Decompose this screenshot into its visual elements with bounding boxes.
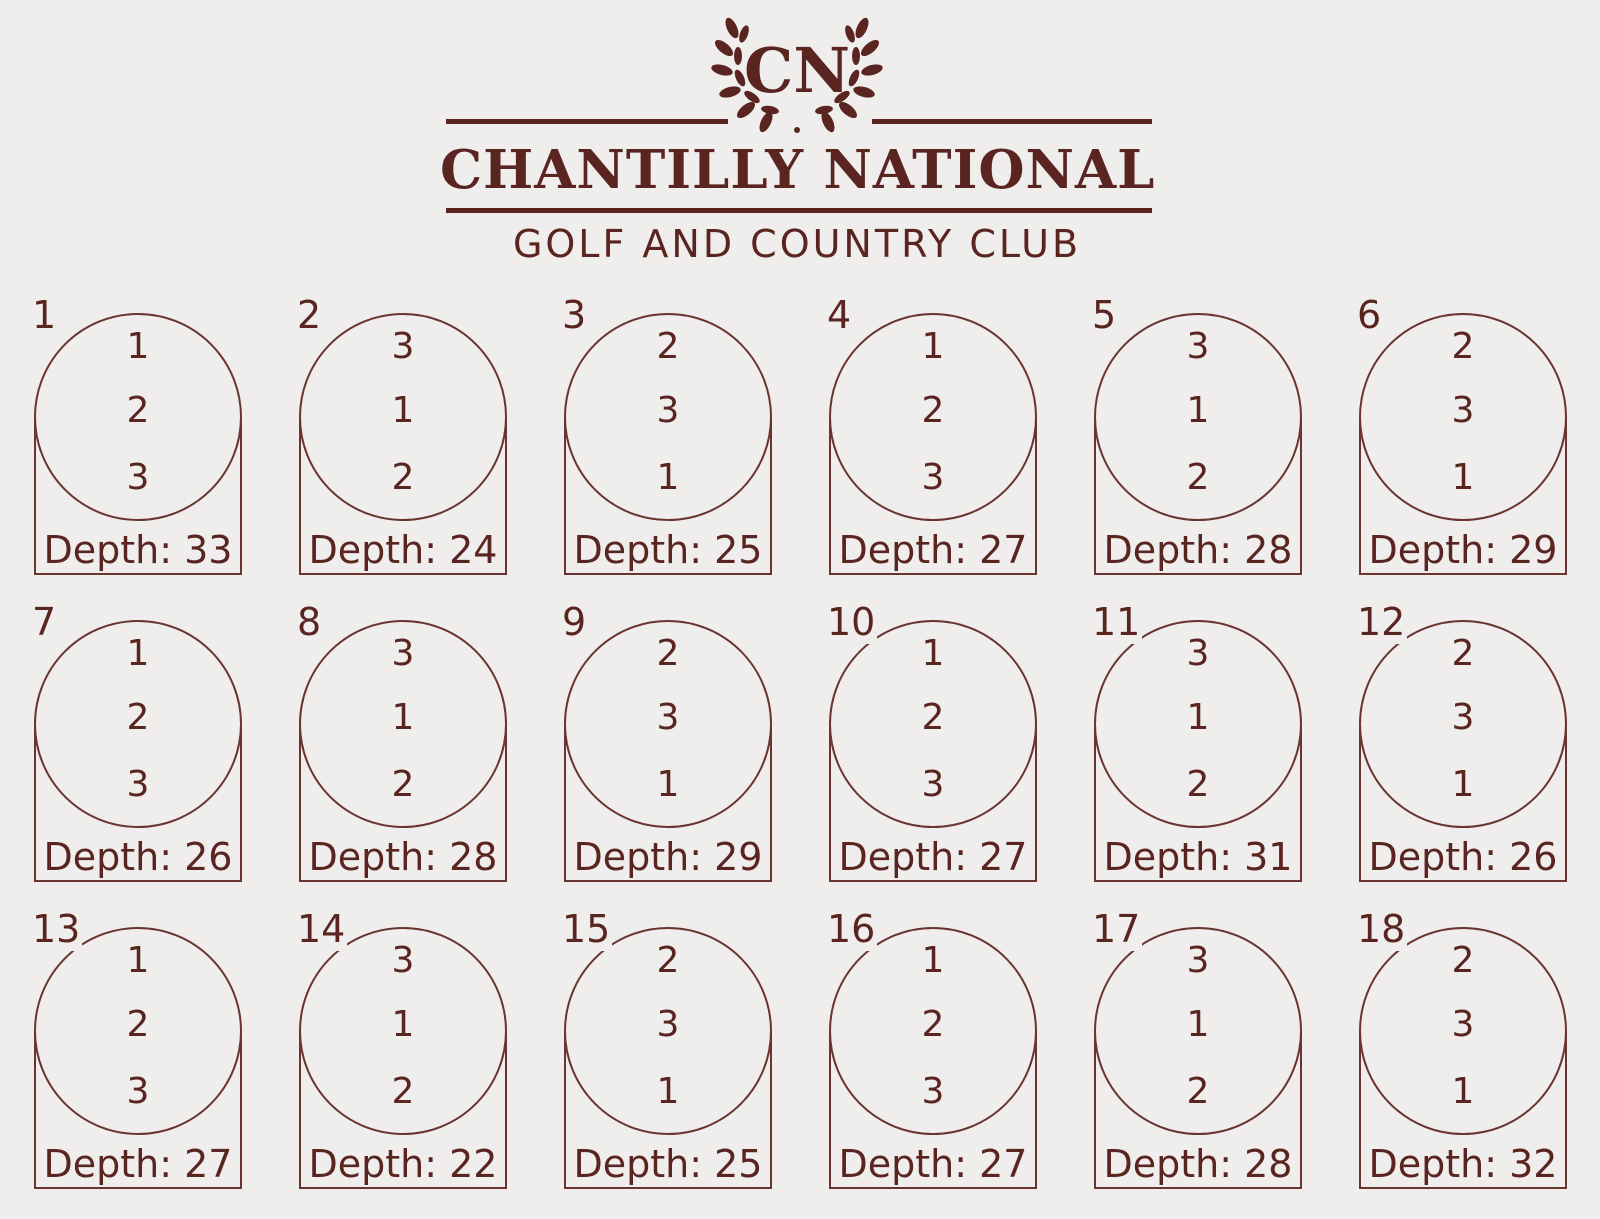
pin-position: 1 (656, 1071, 680, 1112)
pin-position: 1 (391, 1004, 415, 1045)
pin-position: 3 (1451, 697, 1475, 738)
pin-position: 3 (1451, 1004, 1475, 1045)
pin-position: 2 (1186, 457, 1210, 498)
hole-number: 17 (1092, 907, 1141, 951)
pin-position: 3 (126, 457, 150, 498)
green-depth: Depth: 27 (43, 1142, 233, 1186)
pin-position: 1 (391, 697, 415, 738)
green-depth: Depth: 27 (838, 528, 1028, 572)
hole-card (1349, 293, 1571, 578)
pin-position: 3 (391, 326, 415, 367)
green-depth: Depth: 32 (1368, 1142, 1558, 1186)
pin-position: 2 (656, 940, 680, 981)
pin-position: 3 (656, 390, 680, 431)
club-name: CHANTILLY NATIONAL (440, 139, 1156, 201)
pin-position: 1 (1186, 697, 1210, 738)
hole-number: 9 (562, 600, 587, 644)
pin-position: 3 (921, 1071, 945, 1112)
hole-card (554, 293, 776, 578)
pin-position: 3 (921, 764, 945, 805)
pin-position: 1 (1451, 764, 1475, 805)
hole-number: 12 (1357, 600, 1406, 644)
pin-position: 1 (656, 764, 680, 805)
hole-card (1084, 907, 1306, 1192)
pin-position: 3 (126, 1071, 150, 1112)
pin-position: 1 (1186, 390, 1210, 431)
hole-number: 1 (32, 293, 57, 337)
pin-position: 2 (126, 1004, 150, 1045)
pin-position: 1 (1451, 457, 1475, 498)
pin-position: 2 (391, 457, 415, 498)
pin-position: 2 (1186, 1071, 1210, 1112)
pin-position: 2 (126, 390, 150, 431)
hole-card (24, 293, 246, 578)
pin-position: 3 (656, 1004, 680, 1045)
green-depth: Depth: 27 (838, 1142, 1028, 1186)
pin-position: 2 (1451, 940, 1475, 981)
pin-position: 1 (126, 633, 150, 674)
green-depth: Depth: 28 (1103, 528, 1293, 572)
green-depth: Depth: 24 (308, 528, 498, 572)
pin-position: 1 (1451, 1071, 1475, 1112)
hole-card (554, 600, 776, 885)
pin-position: 2 (126, 697, 150, 738)
pin-position: 1 (656, 457, 680, 498)
pin-position: 3 (1186, 326, 1210, 367)
hole-number: 5 (1092, 293, 1117, 337)
hole-card (819, 907, 1041, 1192)
green-depth: Depth: 29 (573, 835, 763, 879)
green-depth: Depth: 26 (43, 835, 233, 879)
green-depth: Depth: 22 (308, 1142, 498, 1186)
hole-card (24, 907, 246, 1192)
pin-position: 2 (391, 764, 415, 805)
hole-number: 13 (32, 907, 81, 951)
pin-position: 2 (921, 390, 945, 431)
hole-card (1349, 907, 1571, 1192)
pin-position: 1 (921, 326, 945, 367)
pin-position: 1 (391, 390, 415, 431)
hole-number: 6 (1357, 293, 1382, 337)
pin-position: 2 (1186, 764, 1210, 805)
hole-number: 11 (1092, 600, 1141, 644)
hole-number: 7 (32, 600, 57, 644)
hole-number: 2 (297, 293, 322, 337)
hole-number: 10 (827, 600, 876, 644)
pin-position: 3 (1186, 940, 1210, 981)
pin-position: 2 (921, 697, 945, 738)
green-depth: Depth: 29 (1368, 528, 1558, 572)
hole-card (289, 600, 511, 885)
hole-card (24, 600, 246, 885)
pin-position: 2 (1451, 633, 1475, 674)
pin-position: 3 (921, 457, 945, 498)
hole-card (1349, 600, 1571, 885)
green-depth: Depth: 27 (838, 835, 1028, 879)
pin-position: 1 (921, 633, 945, 674)
hole-card (289, 293, 511, 578)
pin-position: 1 (921, 940, 945, 981)
green-depth: Depth: 33 (43, 528, 233, 572)
pin-position: 3 (1186, 633, 1210, 674)
hole-number: 8 (297, 600, 322, 644)
hole-card (819, 600, 1041, 885)
green-depth: Depth: 25 (573, 1142, 763, 1186)
pin-position: 3 (1451, 390, 1475, 431)
hole-card (289, 907, 511, 1192)
hole-card (554, 907, 776, 1192)
hole-card (1084, 600, 1306, 885)
pin-position: 2 (391, 1071, 415, 1112)
green-depth: Depth: 28 (308, 835, 498, 879)
hole-number: 16 (827, 907, 876, 951)
pin-position: 2 (656, 633, 680, 674)
hole-number: 15 (562, 907, 611, 951)
club-subtitle: GOLF AND COUNTRY CLUB (512, 222, 1082, 266)
green-depth: Depth: 31 (1103, 835, 1293, 879)
pin-position: 1 (126, 940, 150, 981)
pin-position: 2 (1451, 326, 1475, 367)
hole-number: 18 (1357, 907, 1406, 951)
hole-card (1084, 293, 1306, 578)
logo-monogram: CN (743, 34, 851, 107)
hole-number: 4 (827, 293, 852, 337)
pin-position: 2 (656, 326, 680, 367)
green-depth: Depth: 28 (1103, 1142, 1293, 1186)
hole-number: 14 (297, 907, 346, 951)
hole-card (819, 293, 1041, 578)
pin-position: 3 (391, 633, 415, 674)
pin-position: 2 (921, 1004, 945, 1045)
green-depth: Depth: 25 (573, 528, 763, 572)
hole-number: 3 (562, 293, 587, 337)
pin-position: 3 (656, 697, 680, 738)
pin-position: 3 (126, 764, 150, 805)
pin-position: 1 (1186, 1004, 1210, 1045)
pin-position: 1 (126, 326, 150, 367)
pin-position: 3 (391, 940, 415, 981)
green-depth: Depth: 26 (1368, 835, 1558, 879)
